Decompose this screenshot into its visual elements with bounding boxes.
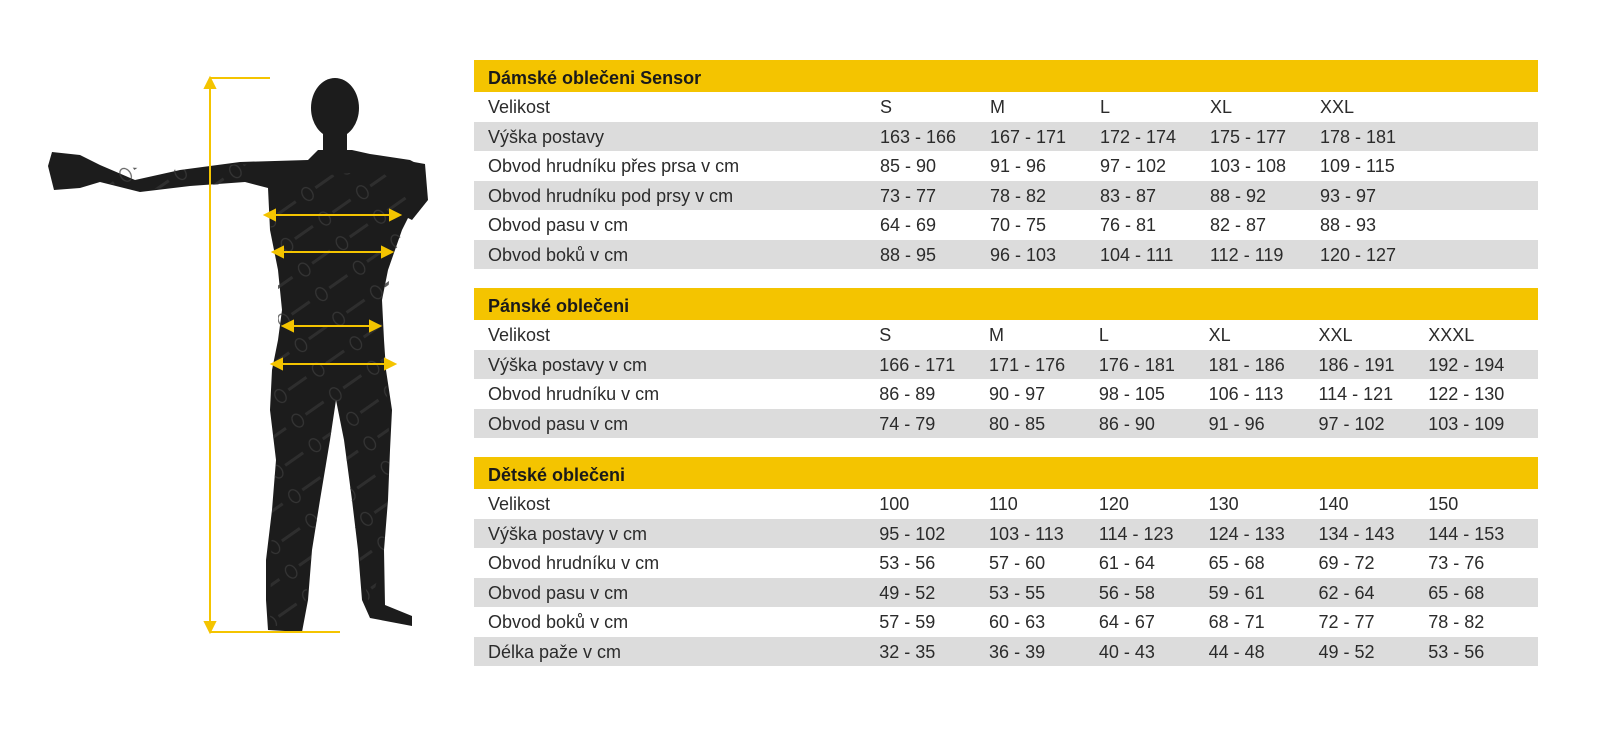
table-cell: 70 - 75 xyxy=(990,215,1047,235)
row-label: Velikost xyxy=(488,494,551,514)
size-tables xyxy=(474,60,1538,685)
table-cell: 97 - 102 xyxy=(1100,156,1167,176)
row-label: Obvod boků v cm xyxy=(488,612,629,632)
table-row xyxy=(474,181,1538,211)
table-cell: 140 xyxy=(1318,494,1349,514)
table-cell: 83 - 87 xyxy=(1100,185,1157,206)
table-cell: 130 xyxy=(1208,494,1239,514)
table-cell: 49 - 52 xyxy=(879,582,936,603)
table-cell: 163 - 166 xyxy=(880,126,957,147)
table-cell: 82 - 87 xyxy=(1210,215,1267,235)
table-cell: 93 - 97 xyxy=(1320,185,1377,206)
table-cell: 181 - 186 xyxy=(1208,354,1285,375)
table-cell: 88 - 93 xyxy=(1320,215,1377,235)
table-cell: 57 - 60 xyxy=(989,553,1046,573)
table-cell: 103 - 113 xyxy=(989,523,1064,544)
body-measurement-figure xyxy=(40,70,440,660)
table-cell: 64 - 67 xyxy=(1098,612,1155,632)
table-cell: 72 - 77 xyxy=(1318,612,1375,632)
table-cell: 109 - 115 xyxy=(1320,156,1395,176)
table-cell: 104 - 111 xyxy=(1100,244,1174,265)
table-cell: XXXL xyxy=(1428,325,1475,345)
table-cell: 122 - 130 xyxy=(1428,384,1505,404)
table-cell: 60 - 63 xyxy=(989,612,1046,632)
table-cell: 134 - 143 xyxy=(1318,523,1395,544)
table-cell: 73 - 77 xyxy=(880,185,937,206)
table-cell: 192 - 194 xyxy=(1428,354,1505,375)
table-cell: 40 - 43 xyxy=(1098,641,1155,662)
table-cell: 167 - 171 xyxy=(990,126,1067,147)
row-label: Obvod pasu v cm xyxy=(488,215,629,235)
table-row xyxy=(474,379,1538,409)
table-cell: 120 xyxy=(1098,494,1129,514)
row-label: Obvod pasu v cm xyxy=(488,413,629,434)
table-cell: 57 - 59 xyxy=(879,612,936,632)
table-row xyxy=(474,519,1538,549)
table-cell: 124 - 133 xyxy=(1208,523,1285,544)
table-cell: 176 - 181 xyxy=(1098,354,1175,375)
table-cell: XL xyxy=(1210,97,1233,117)
table-row xyxy=(474,92,1538,122)
table-cell: 186 - 191 xyxy=(1318,354,1395,375)
table-cell: 103 - 109 xyxy=(1428,413,1505,434)
table-cell: 90 - 97 xyxy=(989,384,1046,404)
table-cell: 78 - 82 xyxy=(1428,612,1485,632)
table-row xyxy=(474,409,1538,439)
size-table xyxy=(474,288,1538,438)
table-cell: 112 - 119 xyxy=(1210,244,1284,265)
table-cell: 56 - 58 xyxy=(1098,582,1155,603)
table-row xyxy=(474,578,1538,608)
human-silhouette-icon xyxy=(40,70,440,660)
table-cell: 59 - 61 xyxy=(1208,582,1265,603)
table-cell: 106 - 113 xyxy=(1208,384,1284,404)
table-cell: 86 - 89 xyxy=(879,384,936,404)
row-label: Výška postavy xyxy=(488,126,605,147)
table-cell: S xyxy=(880,97,893,117)
table-cell: 172 - 174 xyxy=(1100,126,1177,147)
table-cell: 96 - 103 xyxy=(990,244,1057,265)
table-cell: 86 - 90 xyxy=(1098,413,1155,434)
table-cell: 65 - 68 xyxy=(1208,553,1265,573)
table-cell: 88 - 95 xyxy=(880,244,937,265)
table-cell: 171 - 176 xyxy=(989,354,1066,375)
row-label: Obvod hrudníku v cm xyxy=(488,384,660,404)
table-cell: 80 - 85 xyxy=(989,413,1046,434)
table-cell: S xyxy=(879,325,892,345)
table-cell: L xyxy=(1098,325,1109,345)
row-label: Výška postavy v cm xyxy=(488,354,648,375)
table-cell: M xyxy=(990,97,1005,117)
table-cell: XXL xyxy=(1318,325,1353,345)
size-table xyxy=(474,60,1538,269)
table-cell: L xyxy=(1100,97,1111,117)
table-row xyxy=(474,122,1538,152)
table-cell: 88 - 92 xyxy=(1210,185,1267,206)
table-cell: 61 - 64 xyxy=(1098,553,1155,573)
row-label: Obvod boků v cm xyxy=(488,244,629,265)
table-cell: 44 - 48 xyxy=(1208,641,1265,662)
table-title: Dětské oblečeni xyxy=(474,457,1538,489)
row-label: Obvod pasu v cm xyxy=(488,582,629,603)
table-cell: 74 - 79 xyxy=(879,413,936,434)
table-cell: 68 - 71 xyxy=(1208,612,1265,632)
table-cell: 144 - 153 xyxy=(1428,523,1505,544)
table-row xyxy=(474,151,1538,181)
table-cell: 110 xyxy=(989,494,1018,514)
table-cell: 69 - 72 xyxy=(1318,553,1375,573)
table-cell: 36 - 39 xyxy=(989,641,1046,662)
table-cell: 98 - 105 xyxy=(1098,384,1165,404)
table-cell: 95 - 102 xyxy=(879,523,946,544)
row-label: Obvod hrudníku v cm xyxy=(488,553,660,573)
row-label: Velikost xyxy=(488,97,551,117)
table-cell: 120 - 127 xyxy=(1320,244,1397,265)
row-label: Velikost xyxy=(488,325,551,345)
table-title: Pánské oblečeni xyxy=(474,288,1538,320)
row-label: Obvod hrudníku přes prsa v cm xyxy=(488,156,740,176)
table-cell: 166 - 171 xyxy=(879,354,956,375)
table-cell: 100 xyxy=(879,494,910,514)
table-cell: 91 - 96 xyxy=(990,156,1047,176)
table-row xyxy=(474,350,1538,380)
table-row xyxy=(474,548,1538,578)
table-cell: 32 - 35 xyxy=(879,641,936,662)
silhouette xyxy=(48,78,428,632)
table-cell: 62 - 64 xyxy=(1318,582,1375,603)
table-row xyxy=(474,489,1538,519)
table-cell: 103 - 108 xyxy=(1210,156,1287,176)
table-title: Dámské oblečeni Sensor xyxy=(474,60,1538,92)
table-cell: 178 - 181 xyxy=(1320,126,1397,147)
table-cell: 114 - 123 xyxy=(1098,523,1174,544)
table-cell: 53 - 55 xyxy=(989,582,1046,603)
table-cell: 85 - 90 xyxy=(880,156,937,176)
table-cell: 49 - 52 xyxy=(1318,641,1375,662)
table-row xyxy=(474,210,1538,240)
table-cell: 175 - 177 xyxy=(1210,126,1287,147)
table-cell: 53 - 56 xyxy=(879,553,936,573)
table-row xyxy=(474,607,1538,637)
row-label: Délka paže v cm xyxy=(488,641,622,662)
table-row xyxy=(474,320,1538,350)
table-row xyxy=(474,240,1538,270)
table-cell: XXL xyxy=(1320,97,1355,117)
table-cell: 97 - 102 xyxy=(1318,413,1385,434)
table-cell: XL xyxy=(1208,325,1231,345)
size-table xyxy=(474,457,1538,666)
table-cell: 91 - 96 xyxy=(1208,413,1265,434)
table-cell: 65 - 68 xyxy=(1428,582,1485,603)
table-cell: 78 - 82 xyxy=(990,185,1047,206)
table-cell: 76 - 81 xyxy=(1100,215,1157,235)
table-cell: 53 - 56 xyxy=(1428,641,1485,662)
row-label: Výška postavy v cm xyxy=(488,523,648,544)
table-cell: 73 - 76 xyxy=(1428,553,1485,573)
table-cell: M xyxy=(989,325,1005,345)
table-cell: 114 - 121 xyxy=(1318,384,1394,404)
row-label: Obvod hrudníku pod prsy v cm xyxy=(488,185,734,206)
table-cell: 64 - 69 xyxy=(880,215,937,235)
table-cell: 150 xyxy=(1428,494,1459,514)
table-row xyxy=(474,637,1538,667)
